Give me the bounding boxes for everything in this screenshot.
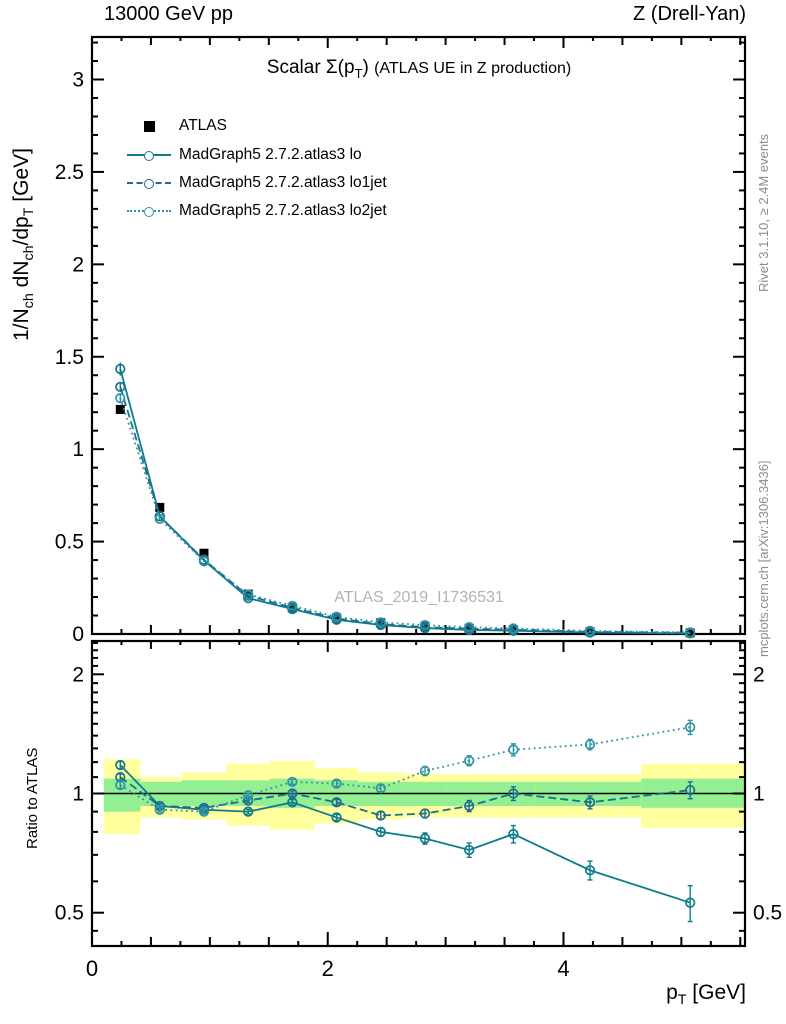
legend-entry — [126, 169, 387, 197]
plot-title: Scalar $\Sigma(p_T)$ (ATLAS UE in Z production) — [266, 57, 572, 81]
x-axis-label: $p_T$ [GeV] — [666, 981, 746, 1009]
x-tick-label: 0 — [85, 956, 99, 981]
legend-entry-label: MadGraph5 2.7.2.atlas3 lo1jet — [179, 173, 387, 191]
open-circle-marker-icon — [144, 207, 154, 217]
legend-entry — [126, 197, 387, 225]
main-y-zero-label: 0 — [72, 623, 84, 646]
x-tick-label: 4 — [557, 956, 570, 981]
ratio-tick-label-left: 0.5 — [54, 901, 84, 925]
ratio-tick-label-right: 0.5 — [753, 901, 783, 925]
atlas-square-marker-icon — [144, 121, 155, 132]
legend-entry — [126, 112, 387, 140]
legend-entry — [126, 140, 387, 168]
solid-line-marker-icon — [127, 154, 171, 156]
ratio-tick-label-left: 2 — [72, 663, 84, 687]
main-y-tick-label: 1 — [72, 438, 84, 462]
open-circle-marker-icon — [144, 151, 154, 161]
main-y-tick-label: 3 — [72, 68, 84, 92]
legend — [126, 112, 387, 226]
open-circle-marker-icon — [144, 179, 154, 189]
legend-entry-label: MadGraph5 2.7.2.atlas3 lo — [179, 145, 362, 163]
legend-entry-label: ATLAS — [179, 117, 227, 135]
green-uncertainty-band — [104, 779, 141, 812]
main-y-tick-label: 2.5 — [54, 160, 84, 184]
main-y-tick-label: 1.5 — [54, 345, 84, 369]
ratio-tick-label-left: 1 — [72, 782, 84, 806]
main-y-tick-label: 2 — [72, 253, 84, 277]
main-y-tick-label: 0.5 — [54, 530, 84, 554]
mcplots-arxiv-note: mcplots.cern.ch [arXiv:1306.3436] — [756, 460, 771, 657]
rivet-version-note: Rivet 3.1.10, ≥ 2.4M events — [756, 133, 771, 292]
ratio-axis-label: Ratio to ATLAS — [24, 747, 41, 849]
dashed-line-marker-icon — [127, 182, 171, 184]
y-axis-label: $1/N_{ch}$ $dN_{ch}/dp_T$ [GeV] — [10, 148, 38, 341]
ratio-tick-label-right: 1 — [753, 782, 765, 806]
beam-energy-label: 13000 GeV pp — [104, 3, 233, 25]
analysis-watermark: ATLAS_2019_I1736531 — [334, 589, 504, 606]
dotted-line-marker-icon — [127, 210, 171, 212]
ratio-tick-label-right: 2 — [753, 663, 765, 687]
legend-entry-label: MadGraph5 2.7.2.atlas3 lo2jet — [179, 202, 387, 220]
process-label: Z (Drell-Yan) — [633, 3, 746, 25]
x-tick-label: 2 — [321, 956, 334, 981]
